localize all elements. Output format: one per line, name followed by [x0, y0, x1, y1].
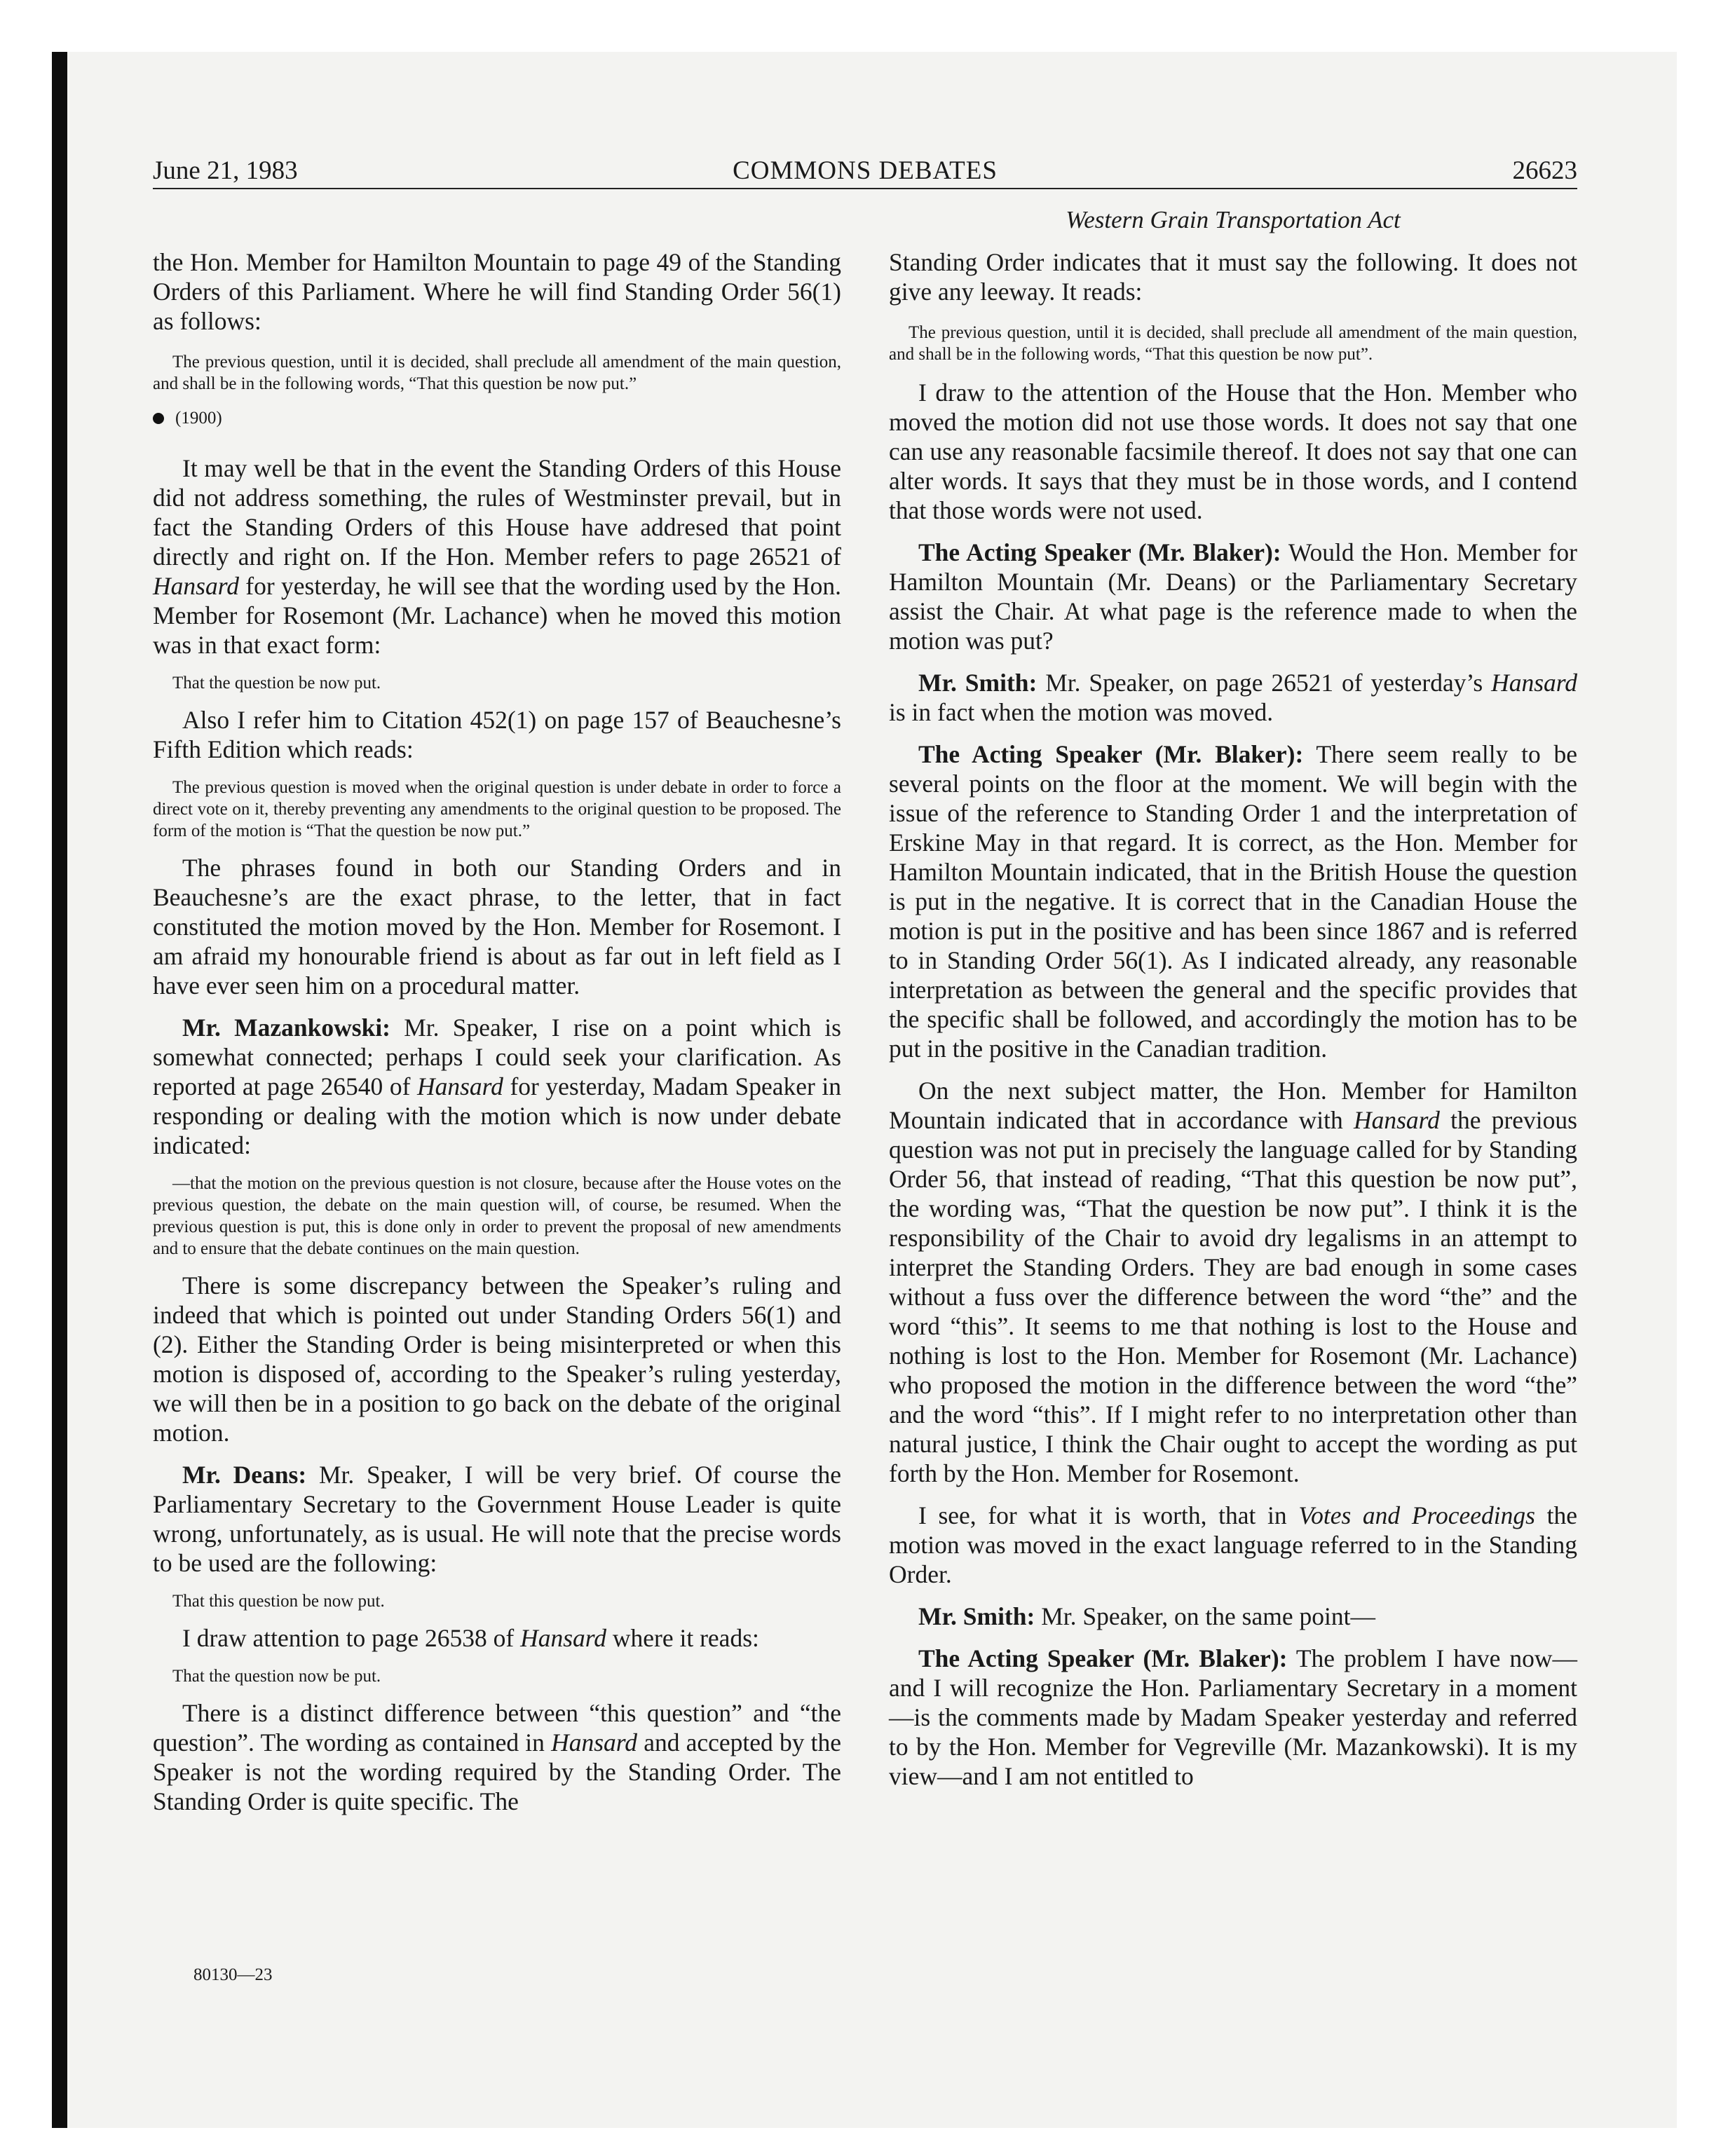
header-title: COMMONS DEBATES: [733, 156, 998, 185]
paragraph: On the next subject matter, the Hon. Member for Hamilton Mountain indicated that in accordance with Hansard the previous question was not put in precisely the language called for by Standing Order 56, that instead of reading, “That this question be now put”, the wording was, “That the question be now put”. I think it is the responsibility of the Chair to avoid dry legalisms in an attempt to interpret the Standing Orders. They are bad enough in some cases without a fuss over the difference between the word “the” and the word “this”. It seems to me that nothing is lost to the House and nothing is lost to the Hon. Member for Rosemont (Mr. Lachance) who proposed the motion in the difference between the word “the” and the word “this”. If I might refer to no interpretation other than natural justice, I think the Chair ought to accept the wording as put forth by the Hon. Member for Rosemont.: [889, 1077, 1577, 1487]
bullet-icon: [153, 413, 164, 424]
speaker-name: The Acting Speaker (Mr. Blaker):: [918, 740, 1304, 768]
time-marker-text: (1900): [175, 409, 222, 428]
paragraph: Also I refer him to Citation 452(1) on page 157 of Beauchesne’s Fifth Edition which reads:: [153, 706, 841, 763]
paragraph: The phrases found in both our Standing Orders and in Beauchesne’s are the exact phrase, to the letter, that in fact constituted the motion moved by the Hon. Member for Rosemont. I am afraid my honourable friend is about as far out in left field as I have ever seen him on a procedural matter.: [153, 854, 841, 999]
running-title: Western Grain Transportation Act: [1066, 206, 1401, 233]
hansard-title: Hansard: [1491, 669, 1578, 697]
paragraph: There is a distinct difference between “this question” and “the question”. The wording as contained in Hansard and accepted by the Speaker is not the wording required by the Standing Order. The Standing Order is quite specific. The: [153, 1699, 842, 1815]
scan-spine-edge: [52, 52, 67, 2128]
paragraph: It may well be that in the event the Standing Orders of this House did not address something, the rules of Westminster prevail, but in fact the Standing Orders of this House have addresed that point directly and right on. If the Hon. Member refers to page 26521 of Hansard for yesterday, he will see that the wording used by the Hon. Member for Rosemont (Mr. Lachance) when he moved this motion was in that exact form:: [153, 454, 841, 659]
speech-paragraph: The Acting Speaker (Mr. Blaker): There seem really to be several points on the floor at the moment. We will begin with the issue of the reference to Standing Order 1 and the interpretation of Erskine May in that regard. It is correct, as the Hon. Member for Hamilton Mountain indicated, that in the British House the question is put in the negative. It is correct that in the Canadian House the motion is put in the positive and has been since 1867 and is referred to in Standing Order 56(1). As I indicated already, any reasonable interpretation as between the general and the specific provides that the specific shall be followed, and accordingly the motion has to be put in the positive in the Canadian tradition.: [889, 740, 1577, 1063]
quotation: The previous question is moved when the original question is under debate in order to force a direct vote on it, thereby preventing any amendments to the original question to be proposed. The form of the motion is “That the question be now put.”: [153, 778, 841, 840]
header-date: June 21, 1983: [153, 156, 298, 185]
speech-paragraph: The Acting Speaker (Mr. Blaker): The problem I have now—and I will recognize the Hon. Parliamentary Secretary in a moment—is the comments made by Madam Speaker yesterday and referred to by the Hon. Member for Vegreville (Mr. Mazankowski). It is my view—and I am not entitled to: [889, 1644, 1578, 1790]
speech-paragraph: Mr. Mazankowski: Mr. Speaker, I rise on a point which is somewhat connected; perhaps I could seek your clarification. As reported at page 26540 of Hansard for yesterday, Madam Speaker in responding or dealing with the motion which is now under debate indicated:: [153, 1014, 841, 1159]
quotation: The previous question, until it is decided, shall preclude all amendment of the main question, and shall be in the following words, “That this question be now put”.: [889, 323, 1577, 364]
hansard-title: Hansard: [153, 572, 239, 600]
hansard-title: Hansard: [416, 1072, 503, 1100]
speaker-name: Mr. Deans:: [182, 1461, 307, 1489]
hansard-title: Hansard: [1353, 1106, 1440, 1134]
quotation: That the question be now put.: [172, 674, 381, 692]
speech-paragraph: The Acting Speaker (Mr. Blaker): Would the Hon. Member for Hamilton Mountain (Mr. Deans) or the Parliamentary Secretary assist the Chair. At what page is the reference made to when the motion was put?: [889, 538, 1577, 655]
speech-paragraph: Mr. Smith: Mr. Speaker, on the same point—: [918, 1602, 1375, 1630]
votes-proceedings-title: Votes and Proceedings: [1298, 1501, 1535, 1529]
speaker-name: Mr. Smith:: [918, 669, 1037, 697]
left-column: [153, 247, 841, 1829]
page-header: [153, 156, 1577, 189]
paragraph: the Hon. Member for Hamilton Mountain to page 49 of the Standing Orders of this Parliament. Where he will find Standing Order 56(1) as follows:: [153, 248, 841, 335]
speaker-name: Mr. Smith:: [918, 1602, 1035, 1630]
time-marker: [153, 409, 841, 428]
hansard-title: Hansard: [520, 1624, 607, 1652]
speaker-name: The Acting Speaker (Mr. Blaker):: [918, 538, 1281, 566]
paragraph: I see, for what it is worth, that in Votes and Proceedings the motion was moved in the exact language referred to in the Standing Order.: [889, 1501, 1577, 1588]
paragraph: Standing Order indicates that it must say the following. It does not give any leeway. It reads:: [889, 248, 1577, 306]
speaker-name: Mr. Mazankowski:: [182, 1014, 390, 1042]
speech-paragraph: Mr. Smith: Mr. Speaker, on page 26521 of yesterday’s Hansard is in fact when the motion was moved.: [889, 669, 1578, 726]
right-column: [889, 247, 1577, 1803]
quotation: That this question be now put.: [172, 1592, 385, 1611]
paragraph: There is some discrepancy between the Speaker’s ruling and indeed that which is pointed out under Standing Orders 56(1) and (2). Either the Standing Order is being misinterpreted or when this motion is disposed of, according to the Speaker’s ruling yesterday, we will then be in a position to go back on the debate of the original motion.: [153, 1271, 841, 1447]
header-page-number: 26623: [1512, 156, 1577, 185]
quotation: That the question now be put.: [172, 1667, 381, 1686]
paragraph: I draw attention to page 26538 of Hansard where it reads:: [182, 1624, 759, 1652]
page-footer-code: 80130—23: [193, 1965, 273, 1984]
paragraph: I draw to the attention of the House that the Hon. Member who moved the motion did not use those words. It does not say that one can use any reasonable facsimile thereof. It does not say that one can alter words. It says that they must be in those words, and I contend that those words were not used.: [889, 378, 1577, 524]
hansard-title: Hansard: [551, 1728, 638, 1756]
speech-paragraph: Mr. Deans: Mr. Speaker, I will be very brief. Of course the Parliamentary Secretary to the Government House Leader is quite wrong, unfortunately, as is usual. He will note that the precise words to be used are the following:: [153, 1461, 842, 1577]
quotation: The previous question, until it is decided, shall preclude all amendment of the main question, and shall be in the following words, “That this question be now put.”: [153, 353, 841, 393]
speaker-name: The Acting Speaker (Mr. Blaker):: [918, 1644, 1288, 1672]
quotation: —that the motion on the previous question is not closure, because after the House votes on the previous question, the debate on the main question will, of course, be resumed. When the previous question is put, this is done only in order to prevent the proposal of new amendments and to ensure that the debate continues on the main question.: [153, 1174, 841, 1258]
